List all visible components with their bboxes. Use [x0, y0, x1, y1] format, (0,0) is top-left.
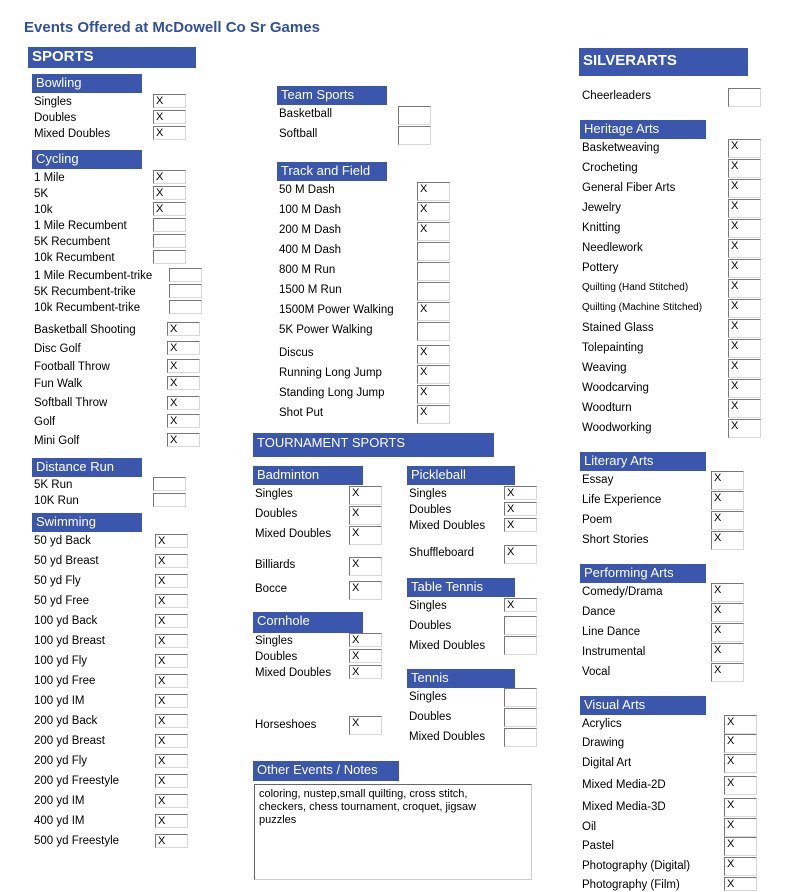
table-tennis-mixed-doubles-checkbox[interactable] [504, 636, 537, 655]
cycling-1-mile-recumbent-trike-label: 1 Mile Recumbent-trike [34, 270, 153, 282]
needlework-checkbox[interactable]: X [728, 239, 761, 258]
badminton-singles-label: Singles [255, 488, 293, 500]
silverarts-header: SILVERARTS [579, 48, 748, 76]
bowling-header: Bowling [32, 74, 142, 93]
swim-50-fly-checkbox[interactable]: X [155, 574, 188, 588]
mini-golf-checkbox[interactable]: X [167, 433, 200, 447]
short-stories-checkbox[interactable]: X [711, 531, 744, 550]
general-fiber-arts-checkbox[interactable]: X [728, 179, 761, 198]
bocce-label: Bocce [255, 583, 287, 595]
table-tennis-doubles-label: Doubles [409, 620, 452, 632]
line-dance-label: Line Dance [582, 626, 641, 638]
other-events-notes[interactable]: coloring, nustep,small quilting, cross stitch, checkers, chess tournament, croquet, jigsaw puzzles [254, 784, 532, 880]
mixed-media-3d-label: Mixed Media-3D [582, 801, 666, 813]
swim-200-freestyle-label: 200 yd Freestyle [34, 775, 120, 787]
knitting-checkbox[interactable]: X [728, 219, 761, 238]
basketball-shooting-label: Basketball Shooting [34, 324, 136, 336]
discus-checkbox[interactable]: X [417, 345, 450, 364]
oil-checkbox[interactable]: X [724, 818, 757, 837]
swim-100-free-label: 100 yd Free [34, 675, 96, 687]
cycling-5k-recumbent-trike-checkbox[interactable] [169, 284, 202, 298]
basketball-label: Basketball [279, 108, 333, 120]
pastel-checkbox[interactable]: X [724, 837, 757, 856]
swim-200-im-checkbox[interactable]: X [155, 794, 188, 808]
swim-100-free-checkbox[interactable]: X [155, 674, 188, 688]
swim-100-fly-label: 100 yd Fly [34, 655, 88, 667]
basketball-shooting-checkbox[interactable]: X [167, 322, 200, 336]
dance-checkbox[interactable]: X [711, 603, 744, 622]
pastel-label: Pastel [582, 840, 614, 852]
tennis-mixed-doubles-label: Mixed Doubles [409, 731, 486, 743]
swim-100-back-label: 100 yd Back [34, 615, 98, 627]
woodturn-checkbox[interactable]: X [728, 399, 761, 418]
tolepainting-checkbox[interactable]: X [728, 339, 761, 358]
fun-walk-checkbox[interactable]: X [167, 376, 200, 390]
life-experience-label: Life Experience [582, 494, 662, 506]
needlework-label: Needlework [582, 242, 643, 254]
billiards-checkbox[interactable]: X [349, 557, 382, 576]
pickleball-doubles-checkbox[interactable]: X [504, 502, 537, 516]
golf-checkbox[interactable]: X [167, 414, 200, 428]
cheerleaders-label: Cheerleaders [582, 90, 652, 102]
swim-50-free-checkbox[interactable]: X [155, 594, 188, 608]
pickleball-doubles-label: Doubles [409, 504, 452, 516]
distance-run-header: Distance Run [32, 458, 142, 477]
football-throw-label: Football Throw [34, 361, 110, 373]
400m-dash-checkbox[interactable] [417, 242, 450, 261]
200m-dash-checkbox[interactable]: X [417, 222, 450, 241]
comedy-drama-checkbox[interactable]: X [711, 583, 744, 602]
basketball-checkbox[interactable] [398, 106, 431, 125]
cycling-10k-recumbent-checkbox[interactable] [153, 250, 186, 264]
10k-run-checkbox[interactable] [153, 493, 186, 507]
cycling-5k-recumbent-checkbox[interactable] [153, 234, 186, 248]
cycling-1-mile-checkbox[interactable]: X [153, 170, 186, 184]
1500m-power-walking-label: 1500M Power Walking [279, 304, 394, 316]
swim-400-im-checkbox[interactable]: X [155, 814, 188, 828]
swim-50-back-checkbox[interactable]: X [155, 534, 188, 548]
disc-golf-checkbox[interactable]: X [167, 341, 200, 355]
tournament-sports-header: TOURNAMENT SPORTS [253, 433, 494, 457]
swim-100-breast-checkbox[interactable]: X [155, 634, 188, 648]
page-title: Events Offered at McDowell Co Sr Games [24, 19, 320, 36]
cycling-10k-checkbox[interactable]: X [153, 202, 186, 216]
photography-digital-checkbox[interactable]: X [724, 857, 757, 876]
golf-label: Golf [34, 416, 56, 428]
5k-run-label: 5K Run [34, 479, 73, 491]
cornhole-singles-label: Singles [255, 635, 293, 647]
instrumental-checkbox[interactable]: X [711, 643, 744, 662]
bowling-doubles-label: Doubles [34, 112, 77, 124]
general-fiber-arts-label: General Fiber Arts [582, 182, 676, 194]
basketweaving-label: Basketweaving [582, 142, 660, 154]
instrumental-label: Instrumental [582, 646, 646, 658]
swim-200-back-label: 200 yd Back [34, 715, 98, 727]
oil-label: Oil [582, 821, 597, 833]
swim-500-freestyle-label: 500 yd Freestyle [34, 835, 120, 847]
football-throw-checkbox[interactable]: X [167, 359, 200, 373]
swim-100-im-label: 100 yd IM [34, 695, 85, 707]
short-stories-label: Short Stories [582, 534, 649, 546]
swim-200-back-checkbox[interactable]: X [155, 714, 188, 728]
cornhole-doubles-checkbox[interactable]: X [349, 649, 382, 663]
track-field-header: Track and Field [277, 162, 387, 181]
vocal-checkbox[interactable]: X [711, 663, 744, 682]
team-sports-header: Team Sports [277, 86, 387, 105]
800m-run-checkbox[interactable] [417, 262, 450, 281]
swim-200-im-label: 200 yd IM [34, 795, 85, 807]
bocce-checkbox[interactable]: X [349, 581, 382, 600]
cycling-5k-recumbent-label: 5K Recumbent [34, 236, 111, 248]
quilting-machine-label: Quilting (Machine Stitched) [582, 302, 703, 313]
stained-glass-checkbox[interactable]: X [728, 319, 761, 338]
swim-100-fly-checkbox[interactable]: X [155, 654, 188, 668]
stained-glass-label: Stained Glass [582, 322, 654, 334]
badminton-singles-checkbox[interactable]: X [349, 486, 382, 505]
bowling-mixed-doubles-label: Mixed Doubles [34, 128, 111, 140]
poem-checkbox[interactable]: X [711, 511, 744, 530]
softball-throw-checkbox[interactable]: X [167, 396, 200, 410]
weaving-checkbox[interactable]: X [728, 359, 761, 378]
essay-label: Essay [582, 474, 614, 486]
photography-film-label: Photography (Film) [582, 879, 680, 891]
tennis-mixed-doubles-checkbox[interactable] [504, 728, 537, 747]
heritage-arts-header: Heritage Arts [580, 120, 706, 139]
basketweaving-checkbox[interactable]: X [728, 139, 761, 158]
standing-long-jump-label: Standing Long Jump [279, 387, 385, 399]
pickleball-header: Pickleball [407, 466, 515, 485]
weaving-label: Weaving [582, 362, 627, 374]
badminton-doubles-checkbox[interactable]: X [349, 506, 382, 525]
cycling-5k-recumbent-trike-label: 5K Recumbent-trike [34, 286, 136, 298]
photography-film-checkbox[interactable]: X [724, 877, 757, 891]
mixed-media-2d-label: Mixed Media-2D [582, 779, 666, 791]
swim-50-back-label: 50 yd Back [34, 535, 91, 547]
1500m-run-label: 1500 M Run [279, 284, 342, 296]
swim-100-im-checkbox[interactable]: X [155, 694, 188, 708]
tennis-doubles-label: Doubles [409, 711, 452, 723]
shot-put-label: Shot Put [279, 407, 324, 419]
woodturn-label: Woodturn [582, 402, 632, 414]
disc-golf-label: Disc Golf [34, 343, 81, 355]
swim-500-freestyle-checkbox[interactable]: X [155, 834, 188, 848]
cycling-5k-label: 5K [34, 188, 49, 200]
pottery-checkbox[interactable]: X [728, 259, 761, 278]
swim-200-freestyle-checkbox[interactable]: X [155, 774, 188, 788]
sports-header: SPORTS [28, 47, 196, 68]
cycling-5k-checkbox[interactable]: X [153, 186, 186, 200]
pickleball-singles-label: Singles [409, 488, 447, 500]
standing-long-jump-checkbox[interactable]: X [417, 385, 450, 404]
cornhole-mixed-doubles-checkbox[interactable]: X [349, 665, 382, 679]
billiards-label: Billiards [255, 559, 296, 571]
badminton-doubles-label: Doubles [255, 508, 298, 520]
woodcarving-checkbox[interactable]: X [728, 379, 761, 398]
shuffleboard-label: Shuffleboard [409, 547, 475, 559]
tennis-singles-checkbox[interactable] [504, 688, 537, 707]
bowling-singles-label: Singles [34, 96, 72, 108]
400m-dash-label: 400 M Dash [279, 244, 342, 256]
shuffleboard-checkbox[interactable]: X [504, 545, 537, 564]
tolepainting-label: Tolepainting [582, 342, 644, 354]
mixed-media-3d-checkbox[interactable]: X [724, 798, 757, 817]
50m-dash-label: 50 M Dash [279, 184, 335, 196]
woodcarving-label: Woodcarving [582, 382, 649, 394]
swim-200-fly-label: 200 yd Fly [34, 755, 88, 767]
woodworking-label: Woodworking [582, 422, 652, 434]
softball-checkbox[interactable] [398, 126, 431, 145]
100m-dash-checkbox[interactable]: X [417, 202, 450, 221]
tennis-doubles-checkbox[interactable] [504, 708, 537, 727]
literary-arts-header: Literary Arts [580, 452, 706, 471]
mini-golf-label: Mini Golf [34, 435, 80, 447]
100m-dash-label: 100 M Dash [279, 204, 342, 216]
softball-label: Softball [279, 128, 318, 140]
10k-run-label: 10K Run [34, 495, 79, 507]
tennis-header: Tennis [407, 669, 515, 688]
acrylics-checkbox[interactable]: X [724, 715, 757, 734]
softball-throw-label: Softball Throw [34, 397, 108, 409]
horseshoes-label: Horseshoes [255, 719, 317, 731]
knitting-label: Knitting [582, 222, 621, 234]
bowling-mixed-doubles-checkbox[interactable]: X [153, 126, 186, 140]
swim-50-breast-checkbox[interactable]: X [155, 554, 188, 568]
pickleball-singles-checkbox[interactable]: X [504, 486, 537, 500]
cheerleaders-checkbox[interactable] [728, 88, 761, 107]
1500m-power-walking-checkbox[interactable]: X [417, 302, 450, 321]
discus-label: Discus [279, 347, 314, 359]
swimming-header: Swimming [32, 513, 142, 532]
line-dance-checkbox[interactable]: X [711, 623, 744, 642]
jewelry-checkbox[interactable]: X [728, 199, 761, 218]
swim-50-free-label: 50 yd Free [34, 595, 89, 607]
cycling-1-mile-label: 1 Mile [34, 172, 65, 184]
cycling-10k-recumbent-label: 10k Recumbent [34, 252, 115, 264]
badminton-mixed-doubles-label: Mixed Doubles [255, 528, 332, 540]
cycling-1-mile-recumbent-trike-checkbox[interactable] [169, 268, 202, 282]
poem-label: Poem [582, 514, 613, 526]
quilting-hand-checkbox[interactable]: X [728, 279, 761, 298]
800m-run-label: 800 M Run [279, 264, 336, 276]
cornhole-singles-checkbox[interactable]: X [349, 633, 382, 647]
essay-checkbox[interactable]: X [711, 471, 744, 490]
visual-arts-header: Visual Arts [580, 696, 706, 715]
5k-run-checkbox[interactable] [153, 477, 186, 491]
pickleball-mixed-doubles-checkbox[interactable]: X [504, 518, 537, 532]
cycling-10k-recumbent-trike-checkbox[interactable] [169, 300, 202, 314]
badminton-header: Badminton [253, 466, 363, 485]
quilting-hand-label: Quilting (Hand Stitched) [582, 282, 689, 293]
vocal-label: Vocal [582, 666, 611, 678]
table-tennis-singles-label: Singles [409, 600, 447, 612]
swim-100-breast-label: 100 yd Breast [34, 635, 105, 647]
shot-put-checkbox[interactable]: X [417, 405, 450, 424]
bowling-singles-checkbox[interactable]: X [153, 94, 186, 108]
cycling-10k-recumbent-trike-label: 10k Recumbent-trike [34, 302, 141, 314]
woodworking-checkbox[interactable]: X [728, 419, 761, 438]
5k-power-walking-checkbox[interactable] [417, 322, 450, 341]
cycling-10k-label: 10k [34, 204, 53, 216]
pickleball-mixed-doubles-label: Mixed Doubles [409, 520, 486, 532]
mixed-media-2d-checkbox[interactable]: X [724, 776, 757, 795]
swim-50-breast-label: 50 yd Breast [34, 555, 99, 567]
pottery-label: Pottery [582, 262, 619, 274]
horseshoes-checkbox[interactable]: X [349, 716, 382, 735]
50m-dash-checkbox[interactable]: X [417, 182, 450, 201]
cornhole-header: Cornhole [253, 612, 363, 633]
swim-200-breast-checkbox[interactable]: X [155, 734, 188, 748]
cornhole-mixed-doubles-label: Mixed Doubles [255, 667, 332, 679]
life-experience-checkbox[interactable]: X [711, 491, 744, 510]
running-long-jump-label: Running Long Jump [279, 367, 382, 379]
swim-400-im-label: 400 yd IM [34, 815, 85, 827]
comedy-drama-label: Comedy/Drama [582, 586, 663, 598]
digital-art-label: Digital Art [582, 757, 632, 769]
bowling-doubles-checkbox[interactable]: X [153, 110, 186, 124]
cycling-1-mile-recumbent-checkbox[interactable] [153, 218, 186, 232]
swim-200-breast-label: 200 yd Breast [34, 735, 105, 747]
other-events-header: Other Events / Notes [253, 761, 399, 781]
swim-200-fly-checkbox[interactable]: X [155, 754, 188, 768]
200m-dash-label: 200 M Dash [279, 224, 342, 236]
digital-art-checkbox[interactable]: X [724, 754, 757, 773]
dance-label: Dance [582, 606, 616, 618]
1500m-run-checkbox[interactable] [417, 282, 450, 301]
drawing-label: Drawing [582, 737, 625, 749]
jewelry-label: Jewelry [582, 202, 621, 214]
running-long-jump-checkbox[interactable]: X [417, 365, 450, 384]
photography-digital-label: Photography (Digital) [582, 860, 691, 872]
swim-50-fly-label: 50 yd Fly [34, 575, 81, 587]
table-tennis-doubles-checkbox[interactable] [504, 616, 537, 635]
table-tennis-mixed-doubles-label: Mixed Doubles [409, 640, 486, 652]
crocheting-checkbox[interactable]: X [728, 159, 761, 178]
5k-power-walking-label: 5K Power Walking [279, 324, 373, 336]
swim-100-back-checkbox[interactable]: X [155, 614, 188, 628]
acrylics-label: Acrylics [582, 718, 622, 730]
performing-arts-header: Performing Arts [580, 564, 706, 583]
fun-walk-label: Fun Walk [34, 378, 83, 390]
cornhole-doubles-label: Doubles [255, 651, 298, 663]
cycling-1-mile-recumbent-label: 1 Mile Recumbent [34, 220, 127, 232]
tennis-singles-label: Singles [409, 691, 447, 703]
table-tennis-header: Table Tennis [407, 578, 515, 597]
table-tennis-singles-checkbox[interactable]: X [504, 598, 537, 612]
badminton-mixed-doubles-checkbox[interactable]: X [349, 526, 382, 545]
quilting-machine-checkbox[interactable]: X [728, 299, 761, 318]
crocheting-label: Crocheting [582, 162, 638, 174]
drawing-checkbox[interactable]: X [724, 734, 757, 753]
cycling-header: Cycling [32, 150, 142, 169]
